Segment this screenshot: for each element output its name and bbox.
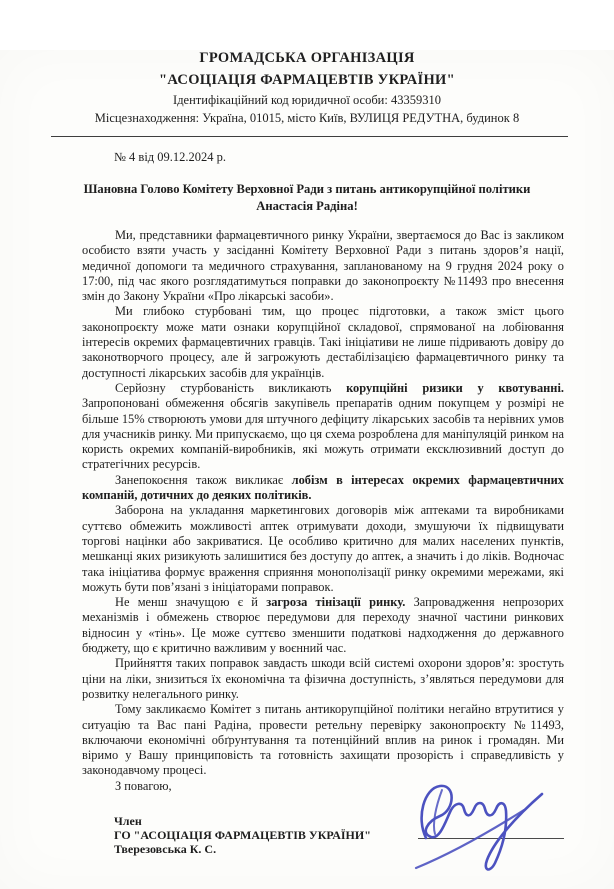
signer-name: Тверезовська К. С. (114, 841, 217, 856)
text-run: Занепокоєння також викликає (115, 472, 292, 487)
signer-role: Член (114, 813, 142, 828)
handwritten-signature-icon (412, 776, 578, 886)
signature-area (412, 776, 578, 886)
paragraph-4 (82, 473, 564, 504)
closing: З повагою, (115, 778, 172, 793)
text-run-bold: корупційні ризики у квотуванні. (346, 380, 564, 395)
paragraph-2 (82, 304, 564, 380)
text-run: Тому закликаємо Комітет з питань антикорупційної політики негайно втрутитися у ситуацію та Вас пані Радіна, провести ретельну перевірку законопроєкту №11493, включаючи економічні обґрунтування та потенційний вплив на ринок і громадян. Ми віримо у Вашу принциповість та готовність захищати прозорість і справедливість у законодавчому процесі. (82, 702, 564, 778)
signer-org: ГО "АСОЦІАЦІЯ ФАРМАЦЕВТІВ УКРАЇНИ" (114, 827, 371, 842)
text-run: Не менш значущою є й (115, 595, 267, 610)
letterhead-divider (51, 136, 568, 137)
text-run: Ми глибоко стурбовані тим, що процес підготовки, а також зміст цього законопроєкту може мати ознаки корупційної складової, спрямованої на лобіювання інтересів окремих фармацевтичних гравців. Такі ініціативи не лише підривають довіру до законотворчого процесу, але й загрожують дестабілізацією фармацевтичного ринку та доступності лікарських засобів для українців. (82, 304, 564, 380)
org-id-code: Ідентифікаційний код юридичної особи: 43359310 (173, 93, 441, 107)
text-run: Ми, представники фармацевтичного ринку України, звертаємося до Вас із закликом особисто взяти участь у засіданні Комітету Верховної Ради з питань здоров’я нації, медичної допомоги та медичного страхування, запланованому на 9 грудня 2024 року о 17:00, під час якого розглядатимуться поправки до законопроєкту №11493 про внесення змін до Закону України «Про лікарські засоби». (82, 228, 564, 304)
text-run-bold: лобізм в інтересах окремих фармацевтичних компаній, дотичних до деяких політиків. (82, 472, 564, 503)
text-run-bold: загроза тінізації ринку. (266, 595, 406, 610)
text-run: Прийняття таких поправок завдасть шкоди всій системі охорони здоров’я: зростуть ціни на ліки, знизиться їх економічна та фізична доступність, з’являться передумови для розвитку нелегального ринку. (82, 656, 564, 701)
org-type: ГРОМАДСЬКА ОРГАНІЗАЦІЯ (199, 50, 415, 66)
org-name: "АСОЦІАЦІЯ ФАРМАЦЕВТІВ УКРАЇНИ" (159, 72, 455, 88)
paragraph-1 (82, 228, 564, 304)
text-run: Серйозну стурбованість викликають (115, 380, 347, 395)
text-run: Заборона на укладання маркетингових договорів між аптеками та виробниками суттєво обмежить можливості аптек отримувати доходи, змушуючи їх підвищувати торгові націнки або закриватися. Це особливо критично для малих населених пунктів, мешканці яких ризикують залишитися без доступу до аптек, а значить і до ліків. Водночас така ініціатива формує враження сприяння монополізації ринку окремими мережами, які можуть бути пов’язані з ініціаторами поправок. (82, 503, 564, 594)
org-address: Місцезнаходження: Україна, 01015, місто Київ, ВУЛИЦЯ РЕДУТНА, будинок 8 (94, 111, 520, 125)
paragraph-6 (82, 595, 564, 656)
paragraph-3 (82, 381, 564, 473)
reference-number: № 4 від 09.12.2024 р. (114, 150, 227, 164)
paragraph-8 (82, 702, 564, 778)
text-run: Запровадження непрозорих механізмів і обмежень створює передумови для переходу значної частини ринкових відносин у «тінь». Це може суттєво зменшити податкові надходження до державного бюджету, що є критично важливим у воєнний час. (82, 595, 564, 656)
salutation: Шановна Голово Комітету Верховної Ради з питань антикорупційної політики Анастасія Радіна! (83, 182, 531, 213)
letter-body (82, 228, 564, 794)
text-run: Запропоновані обмеження обсягів закупівель препаратів одним покупцем у розмірі не більше 15% створюють умови для штучного дефіциту лікарських засобів та нерівних умов для учасників ринку. Ми припускаємо, що ця схема розроблена для маніпуляцій ринком на користь окремих компаній-виробників, які можуть отримати ексклюзивний доступ до стратегічних ресурсів. (82, 396, 564, 472)
letterhead (46, 50, 568, 126)
letter-page (0, 50, 614, 889)
paragraph-5 (82, 503, 564, 595)
paragraph-7 (82, 656, 564, 702)
